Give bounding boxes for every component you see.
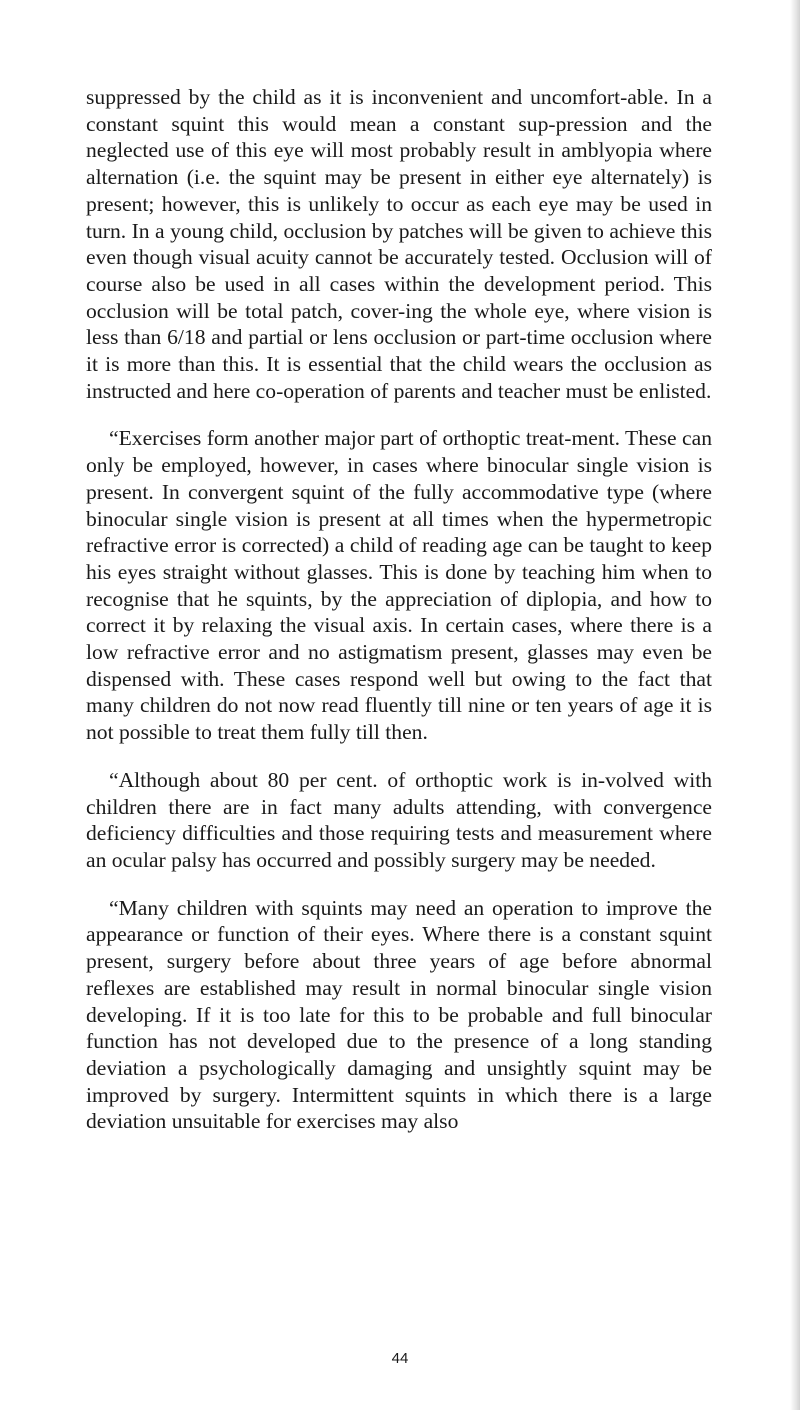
page-edge-shadow <box>790 0 800 1410</box>
page-number: 44 <box>391 1350 409 1367</box>
paragraph-gap <box>86 746 712 767</box>
paragraph-gap <box>86 874 712 895</box>
paragraph-exercises: “Exercises form another major part of orthoptic treat-ment. These can only be employed, however, in cases where binocular single vision is present. In convergent squint of the fully accommodative type (where binocular single vision is present at all times when the hypermetropic refractive error is corrected) a child of reading age can be taught to keep his eyes straight without glasses. This is done by teaching him when to recognise that he squints, by the appreciation of diplopia, and how to correct it by relaxing the visual axis. In certain cases, where there is a low refractive error and no astigmatism present, glasses may even be dispensed with. These cases respond well but owing to the fact that many children do not now read fluently till nine or ten years of age it is not possible to treat them fully till then. <box>86 426 712 745</box>
paragraph-occlusion: suppressed by the child as it is inconvenient and uncomfort-able. In a constant squint this would mean a constant sup-pression and the neglected use of this eye will most probably result in amblyopia where alternation (i.e. the squint may be present in either eye alternately) is present; however, this is unlikely to occur as each eye may be used in turn. In a young child, occlusion by patches will be given to achieve this even though visual acuity cannot be accurately tested. Occlusion will of course also be used in all cases within the development period. This occlusion will be total patch, cover-ing the whole eye, where vision is less than 6/18 and partial or lens occlusion or part-time occlusion where it is more than this. It is essential that the child wears the occlusion as instructed and here co-operation of parents and teacher must be enlisted. <box>86 85 712 403</box>
paragraph-gap <box>86 404 712 425</box>
paragraph-surgery: “Many children with squints may need an operation to improve the appearance or function of their eyes. Where there is a constant squint present, surgery before about three years of age before abnormal reflexes are established may result in normal binocular single vision developing. If it is too late for this to be probable and full binocular function has not developed due to the presence of a long standing deviation a psychologically damaging and unsightly squint may be improved by surgery. Intermittent squints in which there is a large deviation unsuitable for exercises may also <box>86 895 712 1134</box>
document-page <box>86 84 712 1135</box>
paragraph-adults: “Although about 80 per cent. of orthoptic work is in-volved with children there are in fact many adults attending, with convergence deficiency difficulties and those requiring tests and measurement where an ocular palsy has occurred and possibly surgery may be needed. <box>86 767 712 872</box>
